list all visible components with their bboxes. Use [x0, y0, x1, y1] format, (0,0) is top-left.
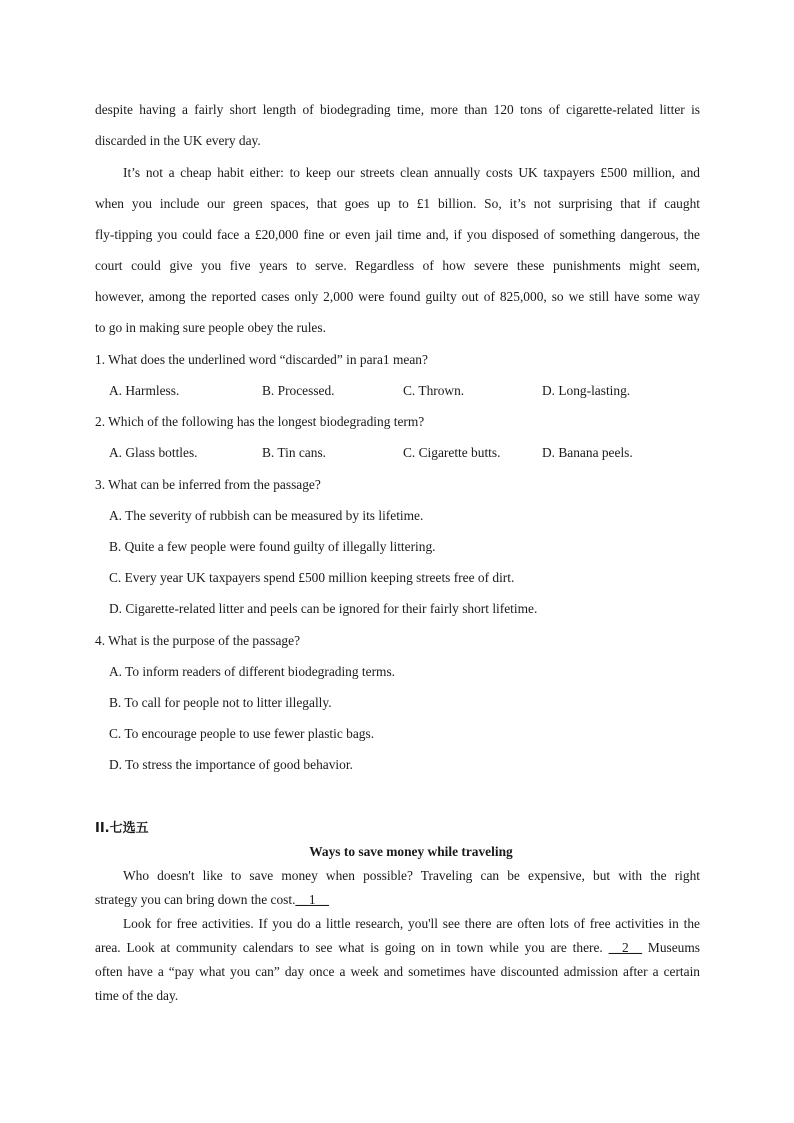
option-b: B. Quite a few people were found guilty of illegally littering.	[109, 539, 436, 554]
option-a: A. The severity of rubbish can be measured by its lifetime.	[109, 508, 424, 523]
paragraph-line: time of the day.	[95, 988, 179, 1003]
option-d: D. Long-lasting.	[542, 383, 631, 398]
question-stem: 3. What can be inferred from the passage?	[95, 477, 321, 492]
paragraph-text: Museums	[647, 940, 700, 955]
paragraph-line	[95, 939, 700, 957]
paragraph-text: strategy you can bring down the cost.	[95, 892, 296, 907]
paragraph-line: Look for free activities. If you do a little research, you'll see there are often lots of free activities in the	[123, 916, 700, 931]
option-a: A. To inform readers of different biodegrading terms.	[109, 664, 396, 679]
passage-line: when you include our green spaces, that goes up to £1 billion. So, it’s not surprising that if caught	[95, 196, 700, 211]
blank-2: __2__	[608, 940, 643, 955]
option-a: A. Glass bottles.	[109, 445, 198, 460]
option-a: A. Harmless.	[109, 383, 180, 398]
question-stem: 1. What does the underlined word “discarded” in para1 mean?	[95, 352, 428, 367]
blank-1: __1__	[295, 892, 329, 907]
question-stem: 4. What is the purpose of the passage?	[95, 633, 301, 648]
passage-line: despite having a fairly short length of biodegrading time, more than 120 tons of cigarette-related litter is	[95, 102, 700, 117]
option-c: C. To encourage people to use fewer plastic bags.	[109, 726, 375, 741]
passage-line: court could give you five years to serve. Regardless of how severe these punishments might seem,	[95, 258, 700, 273]
passage-line: fly-tipping you could face a £20,000 fine or even jail time and, if you disposed of something dangerous, the	[95, 227, 700, 242]
paragraph-text: area. Look at community calendars to see what is going on in town while you are there.	[95, 940, 603, 955]
option-b: B. Processed.	[262, 383, 335, 398]
paragraph-line: Who doesn't like to save money when possible? Traveling can be expensive, but with the right	[123, 868, 700, 883]
paragraph-line	[95, 891, 700, 909]
option-b: B. To call for people not to litter illegally.	[109, 695, 332, 710]
passage-line: however, among the reported cases only 2,000 were found guilty out of 825,000, so we still have some way	[95, 289, 700, 304]
passage-line: discarded in the UK every day.	[95, 133, 261, 148]
option-c: C. Thrown.	[403, 383, 465, 398]
section-heading: II.七选五	[95, 821, 149, 836]
passage-line: to go in making sure people obey the rules.	[95, 320, 326, 335]
option-c: C. Cigarette butts.	[403, 445, 501, 460]
passage-line: It’s not a cheap habit either: to keep our streets clean annually costs UK taxpayers £500 million, and	[123, 165, 700, 180]
option-c: C. Every year UK taxpayers spend £500 million keeping streets free of dirt.	[109, 570, 515, 585]
option-d: D. To stress the importance of good behavior.	[109, 757, 353, 772]
paragraph-line: often have a “pay what you can” day once a week and sometimes have discounted admission after a certain	[95, 964, 700, 979]
passage-title: Ways to save money while traveling	[309, 844, 513, 859]
option-d: D. Banana peels.	[542, 445, 633, 460]
question-stem: 2. Which of the following has the longest biodegrading term?	[95, 414, 425, 429]
option-d: D. Cigarette-related litter and peels can be ignored for their fairly short lifetime.	[109, 601, 538, 616]
option-b: B. Tin cans.	[262, 445, 326, 460]
